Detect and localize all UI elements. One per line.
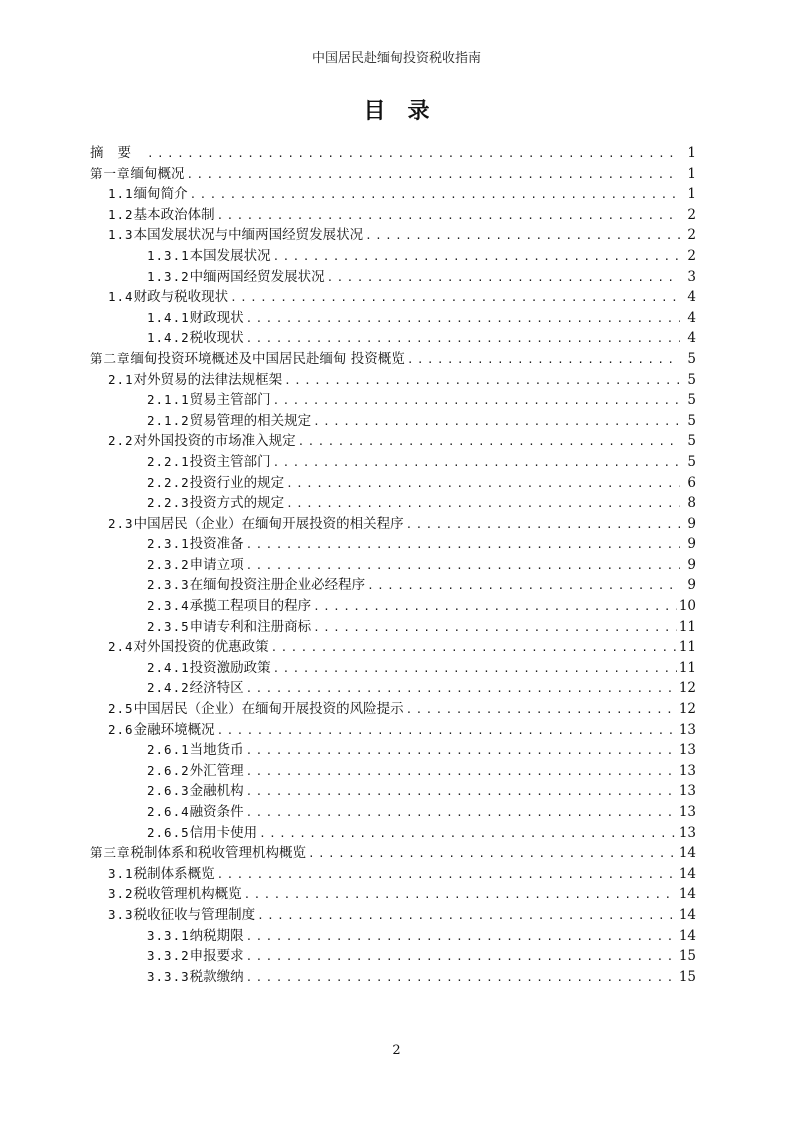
toc-entry[interactable] <box>90 308 696 329</box>
running-header: 中国居民赴缅甸投资税收指南 <box>311 51 481 66</box>
toc-entry-number: 第三章 <box>90 845 131 861</box>
toc-entry-number: 2.2.2 <box>147 474 190 490</box>
toc-entry[interactable] <box>90 267 696 288</box>
toc-entry-page: 4 <box>687 330 696 347</box>
toc-entry-page: 12 <box>678 701 696 718</box>
toc-leader-dots <box>217 721 677 742</box>
toc-entry-title: 缅甸简介 <box>133 186 188 203</box>
toc-leader-dots <box>246 309 680 330</box>
toc-entry-number: 2.6 <box>108 721 134 737</box>
toc-entry-page: 13 <box>678 783 696 800</box>
toc-entry[interactable] <box>90 555 696 576</box>
toc-entry-title: 财政与税收现状 <box>133 289 229 306</box>
toc-entry-title: 缅甸投资环境概述及中国居民赴缅甸 投资概览 <box>130 350 405 367</box>
toc-entry-page: 14 <box>678 865 696 882</box>
toc-leader-dots <box>246 535 680 556</box>
toc-entry[interactable] <box>90 493 696 514</box>
toc-entry-number: 1.3.1 <box>147 247 190 263</box>
toc-entry[interactable] <box>90 617 696 638</box>
toc-leader-dots <box>273 453 680 474</box>
toc-entry[interactable] <box>90 884 696 905</box>
toc-leader-dots <box>246 927 677 948</box>
toc-entry-title: 缅甸概况 <box>130 165 185 182</box>
toc-entry-number: 第二章 <box>90 350 131 366</box>
toc-entry[interactable] <box>90 287 696 308</box>
toc-entry-title: 申请专利和注册商标 <box>189 618 312 635</box>
toc-leader-dots <box>230 288 680 309</box>
toc-entry-title: 经济特区 <box>189 680 244 697</box>
toc-leader-dots <box>246 679 677 700</box>
toc-entry[interactable] <box>90 411 696 432</box>
toc-entry-number: 2.4 <box>108 639 134 655</box>
toc-entry[interactable] <box>90 473 696 494</box>
toc-entry[interactable] <box>90 184 696 205</box>
toc-leader-dots <box>244 885 677 906</box>
toc-leader-dots <box>273 659 677 680</box>
toc-leader-dots <box>246 329 680 350</box>
toc-entry-number: 2.1.1 <box>147 392 190 408</box>
page-number: 2 <box>392 1043 401 1058</box>
toc-entry-title: 投资主管部门 <box>189 453 271 470</box>
toc-entry[interactable] <box>90 143 696 164</box>
toc-entry[interactable] <box>90 534 696 555</box>
toc-entry-title: 承揽工程项目的程序 <box>189 598 312 615</box>
toc-entry[interactable] <box>90 967 696 988</box>
toc-entry-number: 3.3.2 <box>147 948 190 964</box>
table-of-contents <box>90 143 696 987</box>
toc-entry-title: 投资行业的规定 <box>189 474 285 491</box>
toc-entry-number: 2.2.3 <box>147 495 190 511</box>
toc-entry-title: 对外国投资的优惠政策 <box>133 639 269 656</box>
toc-entry-title: 信用卡使用 <box>189 824 258 841</box>
toc-entry-number: 2.6.1 <box>147 742 190 758</box>
toc-entry-title: 中国居民（企业）在缅甸开展投资的相关程序 <box>133 515 404 532</box>
toc-entry-page: 4 <box>687 289 696 306</box>
toc-entry-number: 2.3.1 <box>147 536 190 552</box>
toc-leader-dots <box>217 865 677 886</box>
toc-entry-page: 6 <box>687 474 696 491</box>
toc-leader-dots <box>246 947 677 968</box>
toc-entry-page: 9 <box>687 515 696 532</box>
toc-leader-dots <box>365 226 680 247</box>
toc-entry[interactable] <box>90 637 696 658</box>
toc-leader-dots <box>308 844 677 865</box>
toc-entry[interactable] <box>90 740 696 761</box>
toc-entry-number: 2.3.2 <box>147 556 190 572</box>
toc-entry[interactable] <box>90 390 696 411</box>
toc-entry-page: 8 <box>687 495 696 512</box>
toc-entry-page: 5 <box>687 412 696 429</box>
toc-leader-dots <box>313 412 680 433</box>
toc-entry-number: 2.6.3 <box>147 783 190 799</box>
toc-entry-number: 1.3 <box>108 227 134 243</box>
toc-entry-title: 投资激励政策 <box>189 659 271 676</box>
toc-entry-page: 14 <box>678 906 696 923</box>
toc-entry[interactable] <box>90 452 696 473</box>
toc-entry-title: 金融环境概况 <box>133 721 215 738</box>
toc-entry-page: 9 <box>687 577 696 594</box>
toc-entry-number: 2.6.2 <box>147 762 190 778</box>
toc-entry[interactable] <box>90 328 696 349</box>
toc-entry-page: 3 <box>687 268 696 285</box>
toc-leader-dots <box>313 597 677 618</box>
toc-entry-page: 14 <box>678 886 696 903</box>
toc-leader-dots <box>246 782 677 803</box>
toc-leader-dots <box>367 576 680 597</box>
toc-entry[interactable] <box>90 431 696 452</box>
toc-leader-dots <box>327 268 680 289</box>
toc-entry-title: 中缅两国经贸发展状况 <box>189 268 325 285</box>
toc-entry-title: 税款缴纳 <box>189 968 244 985</box>
toc-entry-title: 本国发展状况与中缅两国经贸发展状况 <box>133 227 364 244</box>
toc-title: 目录 <box>363 98 452 124</box>
toc-entry-number: 1.4.2 <box>147 330 190 346</box>
toc-entry-number: 3.2 <box>108 886 134 902</box>
toc-entry-page: 14 <box>678 927 696 944</box>
toc-entry-number: 3.1 <box>108 865 134 881</box>
toc-leader-dots <box>271 638 677 659</box>
toc-entry[interactable] <box>90 864 696 885</box>
toc-entry-page: 1 <box>687 186 696 203</box>
toc-entry-title: 外汇管理 <box>189 762 244 779</box>
toc-entry-number: 2.5 <box>108 701 134 717</box>
toc-entry-title: 申请立项 <box>189 556 244 573</box>
toc-entry-number: 3.3.1 <box>147 927 190 943</box>
toc-entry-page: 13 <box>678 804 696 820</box>
toc-leader-dots <box>284 371 680 392</box>
toc-entry-page: 1 <box>687 165 696 182</box>
toc-entry-number: 2.3 <box>108 515 134 531</box>
toc-leader-dots <box>286 494 680 515</box>
toc-entry-page: 5 <box>687 371 696 388</box>
toc-leader-dots <box>246 556 680 577</box>
toc-entry-title: 申报要求 <box>189 948 244 965</box>
toc-leader-dots <box>406 700 677 721</box>
toc-entry[interactable] <box>90 575 696 596</box>
toc-entry[interactable] <box>90 596 696 617</box>
toc-entry-page: 13 <box>678 824 696 841</box>
toc-leader-dots <box>187 165 680 186</box>
toc-entry-page: 11 <box>678 659 696 676</box>
toc-entry-page: 5 <box>687 350 696 367</box>
toc-entry[interactable] <box>90 720 696 741</box>
toc-entry-number: 1.1 <box>108 186 134 202</box>
toc-entry-number: 2.1 <box>108 371 134 387</box>
toc-entry-title: 本国发展状况 <box>189 247 271 264</box>
toc-leader-dots <box>246 968 677 989</box>
toc-entry[interactable] <box>90 823 696 844</box>
toc-entry[interactable] <box>90 205 696 226</box>
toc-leader-dots <box>217 206 680 227</box>
toc-entry-number: 2.2 <box>108 433 134 449</box>
toc-entry-title: 金融机构 <box>189 783 244 800</box>
toc-entry[interactable] <box>90 164 696 185</box>
toc-entry-number: 2.2.1 <box>147 453 190 469</box>
toc-entry-title: 融资条件 <box>189 804 244 820</box>
toc-entry[interactable] <box>90 514 696 535</box>
toc-entry-number: 3.3 <box>108 906 134 922</box>
toc-entry-title: 税制体系概览 <box>133 865 215 882</box>
toc-entry-title: 税收征收与管理制度 <box>133 906 256 923</box>
toc-entry-title: 中国居民（企业）在缅甸开展投资的风险提示 <box>133 701 404 718</box>
toc-entry-number: 2.6.5 <box>147 824 190 840</box>
toc-entry-title: 投资准备 <box>189 536 244 553</box>
toc-entry[interactable] <box>90 761 696 782</box>
toc-entry[interactable] <box>90 678 696 699</box>
toc-entry[interactable] <box>90 246 696 267</box>
toc-entry-page: 11 <box>678 639 696 656</box>
toc-entry-title: 税收现状 <box>189 330 244 347</box>
toc-entry-title: 当地货币 <box>189 742 244 759</box>
toc-entry[interactable] <box>90 699 696 720</box>
toc-entry-number: 2.3.4 <box>147 598 190 614</box>
toc-entry-number: 1.4.1 <box>147 309 190 325</box>
toc-entry[interactable] <box>90 802 696 823</box>
toc-entry-number: 1.2 <box>108 206 134 222</box>
toc-entry-number: 摘要 <box>90 145 145 161</box>
toc-entry-number: 1.4 <box>108 289 134 305</box>
toc-entry-page: 11 <box>678 618 696 635</box>
toc-entry-number: 第一章 <box>90 165 131 181</box>
toc-leader-dots <box>246 762 677 783</box>
toc-entry[interactable] <box>90 781 696 802</box>
toc-entry-page: 10 <box>678 598 696 615</box>
toc-entry-page: 12 <box>678 680 696 697</box>
toc-entry[interactable] <box>90 658 696 679</box>
toc-entry-title: 投资方式的规定 <box>189 495 285 512</box>
toc-leader-dots <box>406 515 680 536</box>
toc-entry-number: 2.3.5 <box>147 618 190 634</box>
toc-entry-title: 贸易管理的相关规定 <box>189 412 312 429</box>
toc-entry[interactable] <box>90 843 696 864</box>
toc-entry[interactable] <box>90 926 696 947</box>
toc-entry-page: 14 <box>678 845 696 862</box>
toc-entry-title: 对外贸易的法律法规框架 <box>133 371 283 388</box>
toc-entry-title: 基本政治体制 <box>133 206 215 223</box>
toc-leader-dots <box>313 618 677 639</box>
toc-entry-page: 5 <box>687 392 696 409</box>
toc-leader-dots <box>407 350 680 371</box>
toc-entry-page: 2 <box>687 247 696 264</box>
toc-leader-dots <box>298 432 680 453</box>
toc-leader-dots <box>246 741 677 762</box>
toc-entry-page: 9 <box>687 536 696 553</box>
toc-entry-page: 13 <box>678 762 696 779</box>
toc-entry[interactable] <box>90 946 696 967</box>
toc-leader-dots <box>273 247 680 268</box>
toc-leader-dots <box>147 144 680 165</box>
toc-entry-title: 财政现状 <box>189 309 244 326</box>
toc-leader-dots <box>273 391 680 412</box>
toc-entry-page: 5 <box>687 433 696 450</box>
toc-entry-page: 2 <box>687 206 696 223</box>
toc-entry-page: 9 <box>687 556 696 573</box>
toc-entry-number: 2.4.2 <box>147 680 190 696</box>
toc-entry-title: 纳税期限 <box>189 927 244 944</box>
toc-entry-page: 2 <box>687 227 696 244</box>
toc-leader-dots <box>190 185 680 206</box>
toc-entry-title: 税制体系和税收管理机构概览 <box>130 845 307 862</box>
toc-entry-number: 2.4.1 <box>147 659 190 675</box>
toc-leader-dots <box>246 803 677 824</box>
toc-entry[interactable] <box>90 349 696 370</box>
toc-leader-dots <box>259 824 677 845</box>
toc-entry-number: 2.1.2 <box>147 412 190 428</box>
toc-leader-dots <box>257 906 677 927</box>
toc-entry-number: 3.3.3 <box>147 968 190 984</box>
toc-entry-title: 对外国投资的市场准入规定 <box>133 433 296 450</box>
toc-leader-dots <box>286 474 680 495</box>
toc-entry[interactable] <box>90 225 696 246</box>
toc-entry-number: 2.3.3 <box>147 577 190 593</box>
toc-entry-page: 13 <box>678 721 696 738</box>
toc-entry-page: 15 <box>678 948 696 965</box>
toc-entry-number: 1.3.2 <box>147 268 190 284</box>
toc-entry-page: 1 <box>687 145 696 161</box>
toc-entry-page: 5 <box>687 453 696 470</box>
toc-entry-title: 在缅甸投资注册企业必经程序 <box>189 577 366 594</box>
toc-entry-page: 4 <box>687 309 696 326</box>
toc-entry[interactable] <box>90 905 696 926</box>
toc-entry-page: 13 <box>678 742 696 759</box>
toc-entry-title: 贸易主管部门 <box>189 392 271 409</box>
toc-entry-page: 15 <box>678 968 696 985</box>
toc-entry[interactable] <box>90 370 696 391</box>
toc-entry-number: 2.6.4 <box>147 804 190 819</box>
toc-entry-title: 税收管理机构概览 <box>133 886 242 903</box>
